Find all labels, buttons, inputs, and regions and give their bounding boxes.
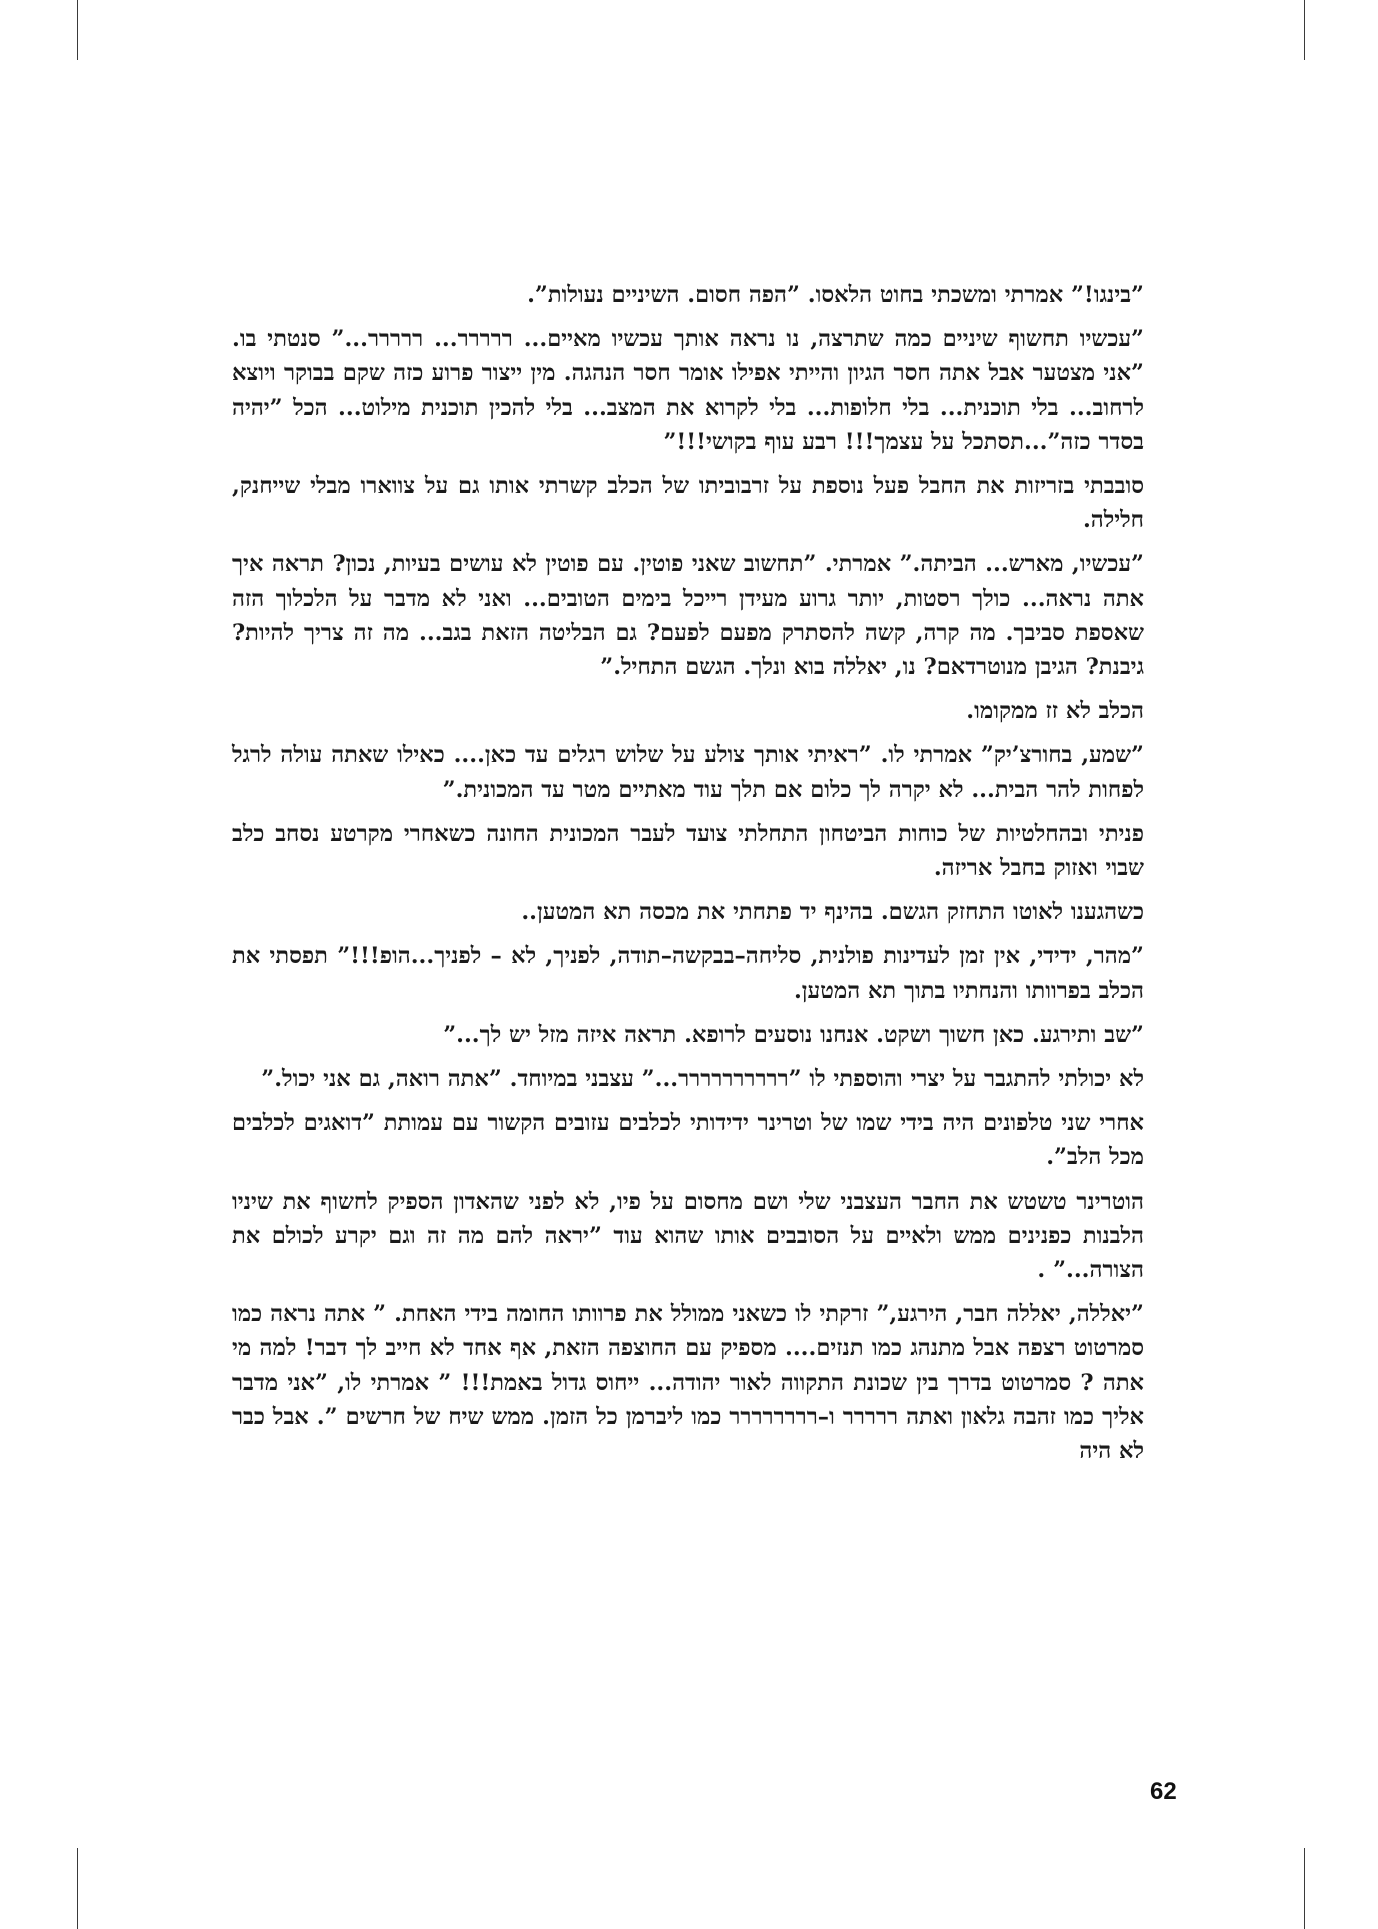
crop-mark-bottom-left xyxy=(77,1848,78,1929)
paragraph: כשהגענו לאוטו התחזק הגשם. בהינף יד פתחתי את מכסה תא המטען.. xyxy=(521,899,1144,926)
paragraph: אחרי שני טלפונים היה בידי שמו של וטרינר ידידותי לכלבים עזובים הקשור עם עמותת ”דואגים לכלבים מכל הלב”. xyxy=(232,1110,1144,1171)
paragraph: ”עכשיו תחשוף שיניים כמה שתרצה, נו נראה אותך עכשיו מאיים... ררררר... ררררר...” סנטתי בו. ”אני מצטער אבל אתה חסר הגיון והייתי אפילו אומר חסר הנהגה. מין ייצור פרוע כזה שקם בבוקר ויוצא לרחוב... בלי תוכנית... בלי חלופות... בלי לקרוא את המצב... בלי להכין תוכנית מילוט... הכל ”יהיה בסדר כזה”...תסתכל על עצמך!!! רבע עוף בקושי!!!” xyxy=(232,326,1144,455)
paragraph: לא יכולתי להתגבר על יצרי והוספתי לו ”רררררררררר...” עצבני במיוחד. ”אתה רואה, גם אני יכול.” xyxy=(261,1066,1144,1093)
page-number: 62 xyxy=(1150,1778,1177,1805)
paragraph: ”יאללה, יאללה חבר, הירגע,” זרקתי לו כשאני ממולל את פרוותו החומה בידי האחת. ” אתה נראה כמו סמרטוט רצפה אבל מתנהג כמו תנזים.... מספיק עם החוצפה הזאת, אף אחד לא חייב לך דבר! למה מי אתה ? סמרטוט בדרך בין שכונת התקווה לאור יהודה... ייחוס גדול באמת!!! ” אמרתי לו, ”אני מדבר אליך כמו זהבה גלאון ואתה ררררר ו–רררררררר כמו ליברמן כל הזמן. ממש שיח של חרשים ”. אבל כבר לא היה xyxy=(232,1301,1144,1465)
crop-mark-top-left xyxy=(77,0,78,60)
crop-mark-top-right xyxy=(1304,0,1305,60)
paragraph: סובבתי בזריזות את החבל פעל נוספת על זרבוביתו של הכלב קשרתי אותו גם על צווארו מבלי שייחנק, חלילה. xyxy=(232,473,1144,534)
crop-mark-bottom-right xyxy=(1304,1848,1305,1929)
body-text xyxy=(232,278,1144,1478)
paragraph: ”מהר, ידידי, אין זמן לעדינות פולנית, סליחה–בבקשה–תודה, לפניך, לא – לפניך...הופ!!!” תפסתי את הכלב בפרוותו והנחתיו בתוך תא המטען. xyxy=(232,943,1144,1004)
paragraph: הוטרינר טשטש את החבר העצבני שלי ושם מחסום על פיו, לא לפני שהאדון הספיק לחשוף את שיניו הלבנות כפנינים ממש ולאיים על הסובבים אותו שהוא עוד ”יראה להם מה זה וגם יקרע לכולם את הצורה...” . xyxy=(232,1188,1144,1284)
paragraph: ”שמע, בחורצ’יק” אמרתי לו. ”ראיתי אותך צולע על שלוש רגלים עד כאן.... כאילו שאתה עולה לרגל לפחות להר הבית... לא יקרה לך כלום אם תלך עוד מאתיים מטר עד המכונית.” xyxy=(232,742,1144,803)
paragraph: ”עכשיו, מארש... הביתה.” אמרתי. ”תחשוב שאני פוטין. עם פוטין לא עושים בעיות, נכון? תראה איך אתה נראה... כולך רסטות, יותר גרוע מעידן רייכל בימים הטובים... ואני לא מדבר על הלכלוך הזה שאספת סביבך. מה קרה, קשה להסתרק מפעם לפעם? גם הבליטה הזאת בגב... מה זה צריך להיות? גיבנת? הגיבן מנוטרדאם? נו, יאללה בוא ונלך. הגשם התחיל.” xyxy=(232,551,1144,681)
paragraph: הכלב לא זז ממקומו. xyxy=(966,698,1144,725)
paragraph: ”בינגו!” אמרתי ומשכתי בחוט הלאסו. ”הפה חסום. השיניים נעולות”. xyxy=(527,282,1144,308)
paragraph: פניתי ובהחלטיות של כוחות הביטחון התחלתי צועד לעבר המכונית החונה כשאחרי מקרטע נסחב כלב שבוי ואזוק בחבל אריזה. xyxy=(232,820,1144,882)
paragraph: ”שב ותירגע. כאן חשוך ושקט. אנחנו נוסעים לרופא. תראה איזה מזל יש לך...” xyxy=(443,1021,1144,1048)
